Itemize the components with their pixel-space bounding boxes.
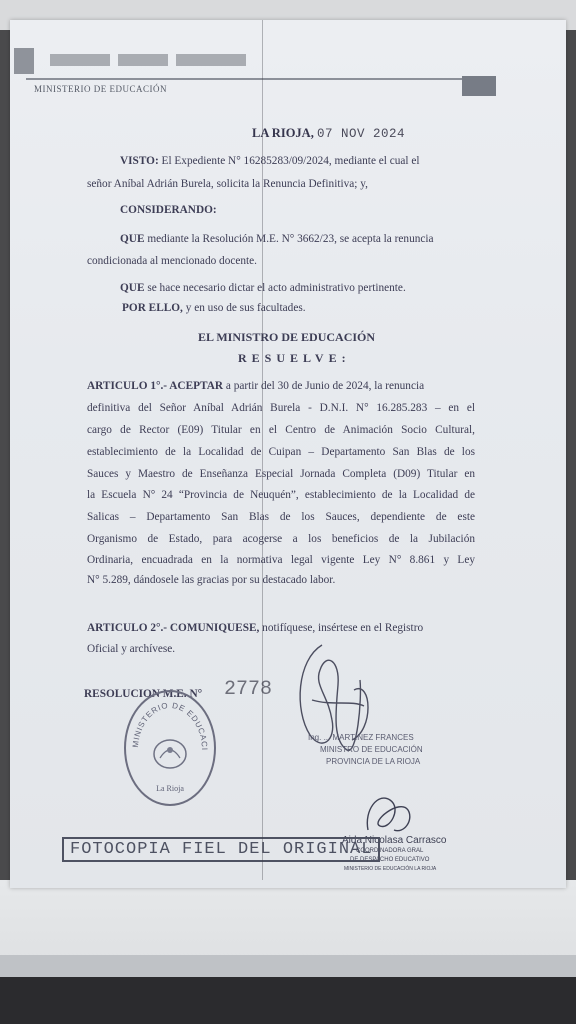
svg-text:MINISTERIO DE EDUCACIÓN (126, 692, 209, 751)
considerando-label: CONSIDERANDO: (120, 204, 217, 216)
articulo1-line: Organismo de Estado, para acogerse a los beneficios de la Jubilación (87, 533, 475, 545)
ministry-seal (124, 690, 216, 806)
floor-shadow (0, 977, 576, 1024)
table-edge (0, 955, 576, 977)
letterhead-logo (14, 48, 254, 74)
signature1-name: Ing. ... MARTINEZ FRANCES (308, 733, 414, 742)
articulo1-line: Sauces y Maestro de Enseñanza Especial Jornada Completa (D09) Titular en (87, 468, 475, 480)
photocopy-stamp: FOTOCOPIA FIEL DEL ORIGINAL (62, 837, 380, 862)
articulo1-line: Ordinaria, encuadrada en la normativa legal vigente Ley N° 8.861 y Ley (87, 554, 475, 566)
considerando-p1-text: mediante la Resolución M.E. N° 3662/23, se acepta la renuncia (147, 233, 434, 245)
date-prefix: LA RIOJA, (252, 126, 314, 140)
resolucion-label: RESOLUCION M.E. N° (84, 688, 203, 700)
coordinator-signature (360, 790, 420, 840)
articulo1-line: a partir del 30 de Junio de 2024, la renuncia (225, 380, 425, 392)
articulo2-text: notifíquese, insértese en el Registro (262, 622, 424, 634)
articulo1-line: definitiva del Señor Aníbal Adrián Burela - D.N.I. N° 16.285.283 – en el (87, 402, 475, 414)
articulo1-first-line (87, 380, 424, 392)
signature2-name: Aida Nicolasa Carrasco (342, 835, 447, 846)
signature2-title3: MINISTERIO DE EDUCACIÓN LA RIOJA (344, 866, 437, 872)
visto-label: VISTO: (120, 155, 159, 167)
header-rule (26, 78, 496, 80)
que-label-1: QUE (120, 233, 145, 245)
considerando-p3-text: y en uso de sus facultades. (185, 302, 306, 314)
articulo1-label: ARTICULO 1°.- ACEPTAR (87, 380, 224, 392)
considerando-p3 (122, 302, 306, 314)
articulo1-line: establecimiento de la Localidad de Cuipan – Departamento San Blas de los (87, 446, 475, 458)
date-line (252, 126, 405, 141)
que-label-2: QUE (120, 282, 145, 294)
visto-text-2: señor Aníbal Adrián Burela, solicita la Renuncia Definitiva; y, (87, 178, 368, 190)
resuelve-title: RESUELVE: (238, 351, 351, 365)
signature2-title2: DE DESPACHO EDUCATIVO (350, 857, 430, 863)
seal-top-text: MINISTERIO DE EDUCACI (130, 700, 210, 751)
minister-title: EL MINISTRO DE EDUCACIÓN (198, 330, 376, 344)
articulo2-label: ARTICULO 2°.- COMUNIQUESE, (87, 622, 260, 634)
articulo1-line: la Escuela N° 24 “Provincia de Neuquén”, establecimiento de la Localidad de (87, 489, 475, 501)
signature1-title2: PROVINCIA DE LA RIOJA (326, 757, 421, 766)
articulo2-line2: Oficial y archívese. (87, 643, 176, 655)
articulo1-line: cargo de Rector (E09) Titular en el Centro de Animación Socio Cultural, (87, 424, 475, 436)
considerando-p1 (120, 233, 434, 245)
articulo2-first-line (87, 622, 423, 634)
resolucion-number: 2778 (224, 678, 273, 701)
considerando-p2-text: se hace necesario dictar el acto administrativo pertinente. (147, 282, 406, 294)
articulo1-line: Salicas – Departamento San Blas de los Sauces, dependiente de este (87, 511, 475, 523)
signature1-title1: MINISTRO DE EDUCACIÓN (320, 745, 423, 754)
ministry-header: MINISTERIO DE EDUCACIÓN (34, 84, 167, 94)
articulo1-line: N° 5.289, dándosele las gracias por su destacado labor. (87, 574, 336, 586)
signature2-title1: COORDINADORA GRAL (356, 848, 424, 854)
seal-bottom-text: La Rioja (156, 784, 184, 793)
visto-text-1: El Expediente N° 16285283/09/2024, mediante el cual el (161, 155, 420, 167)
date-stamp: 07 NOV 2024 (316, 127, 405, 141)
por-ello-label: POR ELLO, (122, 302, 183, 314)
corner-mark (462, 76, 496, 96)
considerando-p1-line2: condicionada al mencionado docente. (87, 255, 258, 267)
visto-line-1 (120, 155, 420, 167)
fold-line (262, 20, 263, 880)
